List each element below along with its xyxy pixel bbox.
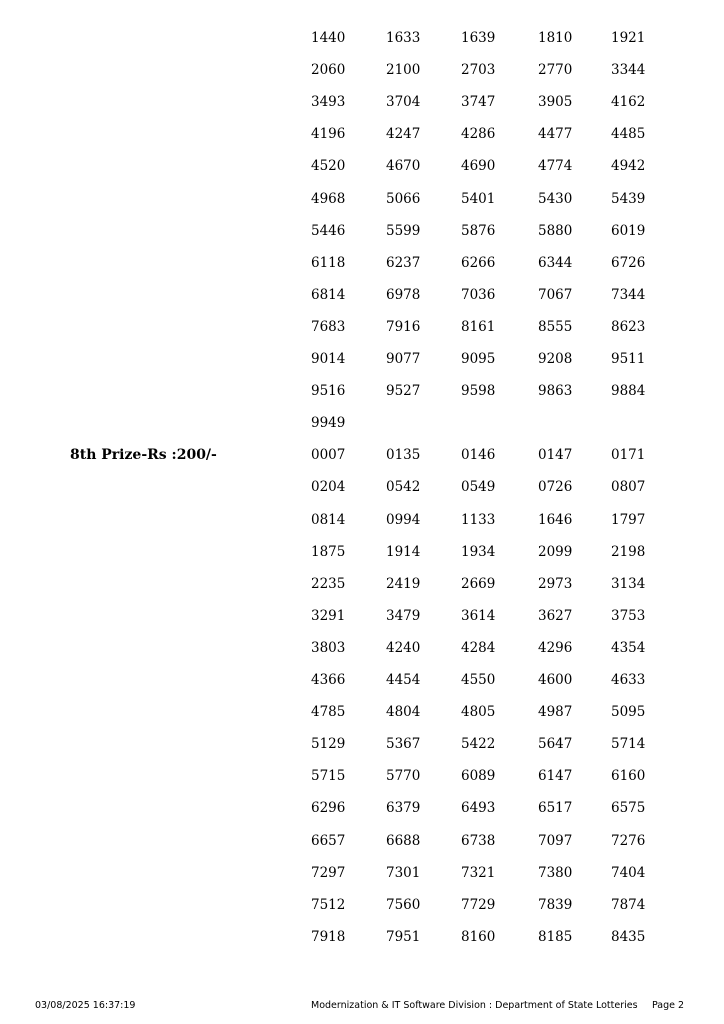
winning-number: 6657 — [311, 832, 346, 849]
winning-number: 0146 — [461, 447, 496, 464]
winning-number: 6019 — [611, 222, 646, 239]
winning-number: 4785 — [311, 704, 346, 721]
winning-number: 5401 — [461, 190, 496, 207]
winning-number: 9884 — [611, 383, 646, 400]
winning-number: 0726 — [538, 479, 573, 496]
winning-number: 9208 — [538, 351, 573, 367]
winning-number: 6493 — [461, 800, 496, 817]
winning-number: 7951 — [386, 928, 421, 945]
winning-number: 5715 — [311, 768, 346, 785]
winning-number: 0549 — [461, 479, 496, 496]
winning-number: 5446 — [311, 222, 346, 239]
winning-number: 5770 — [386, 768, 421, 785]
winning-number: 6517 — [538, 800, 573, 817]
number-row — [0, 446, 724, 478]
winning-number: 4690 — [461, 158, 496, 175]
winning-number: 6147 — [538, 768, 573, 785]
winning-number: 2703 — [461, 62, 496, 79]
footer-page-number: Page 2 — [652, 1000, 685, 1011]
winning-number: 0814 — [311, 511, 346, 528]
winning-number: 0171 — [611, 447, 646, 464]
winning-number: 2060 — [311, 62, 346, 79]
winning-number: 6344 — [538, 254, 573, 271]
winning-number: 3134 — [611, 575, 646, 592]
footer-datetime: 03/08/2025 16:37:19 — [35, 1000, 136, 1011]
number-row — [0, 157, 724, 189]
winning-number: 3479 — [386, 607, 421, 624]
winning-number: 8160 — [461, 928, 496, 945]
number-row — [0, 767, 724, 799]
winning-number: 7067 — [538, 286, 573, 303]
winning-number: 9077 — [386, 351, 421, 367]
winning-number: 7874 — [611, 896, 646, 913]
winning-number: 4354 — [611, 639, 646, 656]
winning-number: 3493 — [311, 94, 346, 111]
winning-number: 5430 — [538, 190, 573, 207]
winning-number: 7321 — [461, 864, 496, 881]
winning-number: 4805 — [461, 704, 496, 721]
winning-number: 7036 — [461, 286, 496, 303]
winning-number: 5714 — [611, 736, 646, 753]
winning-number: 7404 — [611, 864, 646, 881]
number-row — [0, 478, 724, 510]
winning-number: 9095 — [461, 351, 496, 367]
winning-number: 3704 — [386, 94, 421, 111]
winning-number: 5367 — [386, 736, 421, 753]
number-row — [0, 575, 724, 607]
number-row — [0, 61, 724, 93]
winning-number: 6379 — [386, 800, 421, 817]
winning-number: 7918 — [311, 928, 346, 945]
winning-number: 3344 — [611, 62, 646, 79]
winning-number: 4454 — [386, 672, 421, 688]
winning-number: 2770 — [538, 62, 573, 79]
number-row — [0, 607, 724, 639]
winning-number: 2419 — [386, 575, 421, 592]
winning-number: 6266 — [461, 254, 496, 271]
number-row — [0, 286, 724, 318]
winning-number: 0994 — [386, 511, 421, 528]
winning-number: 7097 — [538, 832, 573, 849]
winning-number: 4240 — [386, 639, 421, 656]
winning-number: 6296 — [311, 800, 346, 817]
winning-number: 4366 — [311, 672, 346, 688]
winning-number: 1797 — [611, 511, 646, 528]
winning-number: 8161 — [461, 318, 496, 335]
winning-number: 9949 — [311, 415, 346, 432]
winning-number: 3803 — [311, 639, 346, 656]
winning-number: 6160 — [611, 768, 646, 785]
winning-number: 0147 — [538, 447, 573, 464]
winning-number: 2198 — [611, 543, 646, 560]
winning-number: 2099 — [538, 543, 573, 560]
winning-number: 5599 — [386, 222, 421, 239]
winning-number: 1633 — [386, 30, 421, 46]
winning-number: 4987 — [538, 704, 573, 721]
winning-number: 8623 — [611, 318, 646, 335]
winning-number: 4284 — [461, 639, 496, 656]
winning-number: 0542 — [386, 479, 421, 496]
winning-number: 0007 — [311, 447, 346, 464]
winning-number: 2100 — [386, 62, 421, 79]
winning-number: 4670 — [386, 158, 421, 175]
winning-number: 7512 — [311, 896, 346, 913]
winning-number: 0204 — [311, 479, 346, 496]
winning-number: 1934 — [461, 543, 496, 560]
winning-number: 4804 — [386, 704, 421, 721]
winning-number: 5880 — [538, 222, 573, 239]
winning-number: 7916 — [386, 318, 421, 335]
winning-number: 5066 — [386, 190, 421, 207]
number-row — [0, 703, 724, 735]
winning-number: 4477 — [538, 126, 573, 143]
number-row — [0, 671, 724, 703]
winning-number: 7729 — [461, 896, 496, 913]
winning-number: 4550 — [461, 672, 496, 688]
winning-number: 5439 — [611, 190, 646, 207]
number-row — [0, 125, 724, 157]
winning-number: 4485 — [611, 126, 646, 143]
winning-number: 4286 — [461, 126, 496, 143]
winning-number: 4296 — [538, 639, 573, 656]
winning-number: 6814 — [311, 286, 346, 303]
winning-number: 7344 — [611, 286, 646, 303]
number-row — [0, 832, 724, 864]
winning-number: 1133 — [461, 511, 496, 528]
winning-number: 4968 — [311, 190, 346, 207]
winning-number: 3614 — [461, 607, 496, 624]
winning-number: 1810 — [538, 30, 573, 46]
number-row — [0, 350, 724, 382]
winning-number: 1914 — [386, 543, 421, 560]
prize-label: 8th Prize-Rs :200/- — [70, 447, 217, 464]
number-row — [0, 254, 724, 286]
number-row — [0, 511, 724, 543]
winning-number: 0135 — [386, 447, 421, 464]
footer-division: Modernization & IT Software Division : Department of State Lotteries — [311, 1000, 638, 1011]
winning-number: 6089 — [461, 768, 496, 785]
winning-number: 7839 — [538, 896, 573, 913]
number-row — [0, 735, 724, 767]
winning-number: 1440 — [311, 30, 346, 46]
number-row — [0, 29, 724, 61]
winning-number: 1639 — [461, 30, 496, 46]
winning-number: 7301 — [386, 864, 421, 881]
number-row — [0, 414, 724, 446]
number-row — [0, 543, 724, 575]
winning-number: 8185 — [538, 928, 573, 945]
winning-number: 3627 — [538, 607, 573, 624]
number-row — [0, 318, 724, 350]
winning-number: 4600 — [538, 672, 573, 688]
winning-number: 9863 — [538, 383, 573, 400]
winning-number: 6688 — [386, 832, 421, 849]
winning-number: 7297 — [311, 864, 346, 881]
number-row — [0, 639, 724, 671]
winning-number: 9516 — [311, 383, 346, 400]
number-row — [0, 799, 724, 831]
number-row — [0, 382, 724, 414]
winning-number: 7683 — [311, 318, 346, 335]
winning-number: 9511 — [611, 351, 646, 367]
winning-number: 4162 — [611, 94, 646, 111]
winning-number: 6575 — [611, 800, 646, 817]
number-row — [0, 864, 724, 896]
winning-number: 6237 — [386, 254, 421, 271]
number-row — [0, 928, 724, 960]
winning-number: 7276 — [611, 832, 646, 849]
winning-number: 6978 — [386, 286, 421, 303]
winning-number: 8555 — [538, 318, 573, 335]
winning-number: 6738 — [461, 832, 496, 849]
winning-number: 5095 — [611, 704, 646, 721]
winning-number: 2669 — [461, 575, 496, 592]
number-row — [0, 190, 724, 222]
winning-number: 3747 — [461, 94, 496, 111]
winning-number: 8435 — [611, 928, 646, 945]
winning-number: 4247 — [386, 126, 421, 143]
winning-number: 4633 — [611, 672, 646, 688]
winning-number: 1646 — [538, 511, 573, 528]
winning-number: 4520 — [311, 158, 346, 175]
winning-number: 9527 — [386, 383, 421, 400]
winning-number: 5647 — [538, 736, 573, 753]
winning-number: 5876 — [461, 222, 496, 239]
winning-number: 9014 — [311, 351, 346, 367]
winning-number: 5422 — [461, 736, 496, 753]
winning-number: 3905 — [538, 94, 573, 111]
winning-number: 9598 — [461, 383, 496, 400]
winning-number: 2235 — [311, 575, 346, 592]
winning-number: 3753 — [611, 607, 646, 624]
winning-number: 4196 — [311, 126, 346, 143]
winning-number: 4942 — [611, 158, 646, 175]
winning-number: 1921 — [611, 30, 646, 46]
winning-number: 3291 — [311, 607, 346, 624]
winning-number: 6726 — [611, 254, 646, 271]
number-row — [0, 93, 724, 125]
winning-number: 6118 — [311, 254, 346, 271]
winning-number: 7380 — [538, 864, 573, 881]
winning-number: 5129 — [311, 736, 346, 753]
winning-number: 4774 — [538, 158, 573, 175]
winning-number: 7560 — [386, 896, 421, 913]
winning-number: 1875 — [311, 543, 346, 560]
winning-number: 0807 — [611, 479, 646, 496]
number-row — [0, 896, 724, 928]
winning-number: 2973 — [538, 575, 573, 592]
number-row — [0, 222, 724, 254]
